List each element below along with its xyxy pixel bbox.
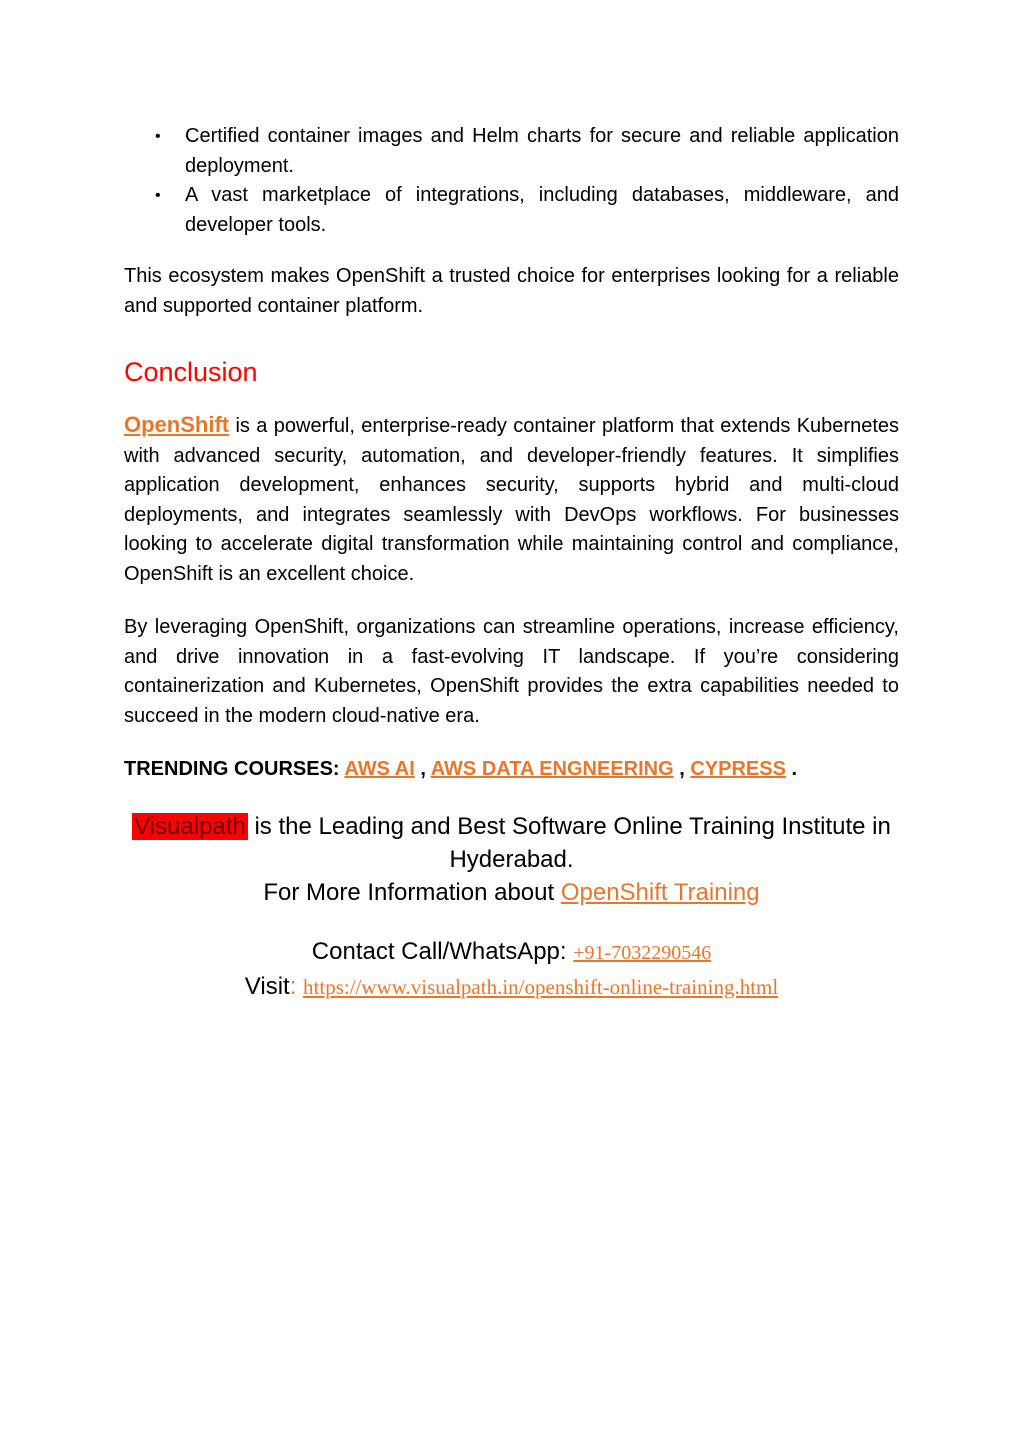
- list-item-text: Certified container images and Helm charts for secure and reliable application deployment.: [185, 125, 899, 177]
- feature-list: [124, 122, 899, 240]
- conclusion-paragraph-1: [124, 410, 899, 589]
- conclusion-paragraph-2: By leveraging OpenShift, organizations can streamline operations, increase efficiency, and drive innovation in a fast-evolving IT landscape. If you’re considering containerization and Kubernetes, OpenShift provides the extra capabilities needed to succeed in the modern cloud-native era.: [124, 616, 899, 727]
- bullet-icon: •: [155, 128, 161, 145]
- trending-end: .: [785, 758, 798, 780]
- visit-colon: :: [289, 973, 304, 1000]
- ecosystem-paragraph: This ecosystem makes OpenShift a trusted choice for enterprises looking for a reliable and supported container platform.: [124, 265, 899, 317]
- conclusion-paragraph-1-text: is a powerful, enterprise-ready container platform that extends Kubernetes with advanced security, automation, and developer-friendly features. It simplifies application development, enhances security, supports hybrid and multi-cloud deployments, and integrates seamlessly with DevOps workflows. For businesses looking to accelerate digital transformation while maintaining control and compliance, OpenShift is an excellent choice.: [124, 415, 899, 585]
- list-item-text: A vast marketplace of integrations, including databases, middleware, and developer tools.: [185, 184, 899, 236]
- trending-courses: [124, 754, 899, 784]
- list-item: [124, 122, 899, 181]
- more-info-line: [124, 876, 899, 909]
- document-body: [124, 122, 899, 784]
- list-item: [124, 181, 899, 240]
- bullet-icon: •: [155, 187, 161, 204]
- course-link-aws-ai[interactable]: AWS AI: [344, 758, 415, 780]
- institute-block: [124, 810, 899, 909]
- course-link-cypress[interactable]: CYPRESS: [690, 758, 786, 780]
- course-link-aws-data-engineering[interactable]: AWS DATA ENGNEERING: [430, 758, 674, 780]
- visit-line: [124, 970, 899, 1004]
- visit-label: Visit: [244, 973, 290, 1000]
- contact-block: [124, 935, 899, 1004]
- institute-statement: [124, 810, 899, 876]
- openshift-training-link[interactable]: OpenShift Training: [560, 879, 760, 906]
- course-separator: ,: [414, 758, 431, 780]
- phone-link[interactable]: +91-7032290546: [573, 942, 712, 964]
- more-info-label: For More Information about: [263, 879, 561, 906]
- openshift-link[interactable]: OpenShift: [124, 412, 230, 437]
- conclusion-heading: Conclusion: [124, 357, 258, 387]
- course-separator: ,: [673, 758, 691, 780]
- trending-label: TRENDING COURSES:: [124, 758, 345, 780]
- visualpath-highlight: Visualpath: [134, 813, 246, 840]
- contact-label: Contact Call/WhatsApp:: [311, 938, 574, 965]
- website-link[interactable]: https://www.visualpath.in/openshift-online-training.html: [303, 975, 779, 999]
- contact-line: [124, 935, 899, 970]
- institute-statement-text: is the Leading and Best Software Online Training Institute in Hyderabad.: [247, 813, 891, 873]
